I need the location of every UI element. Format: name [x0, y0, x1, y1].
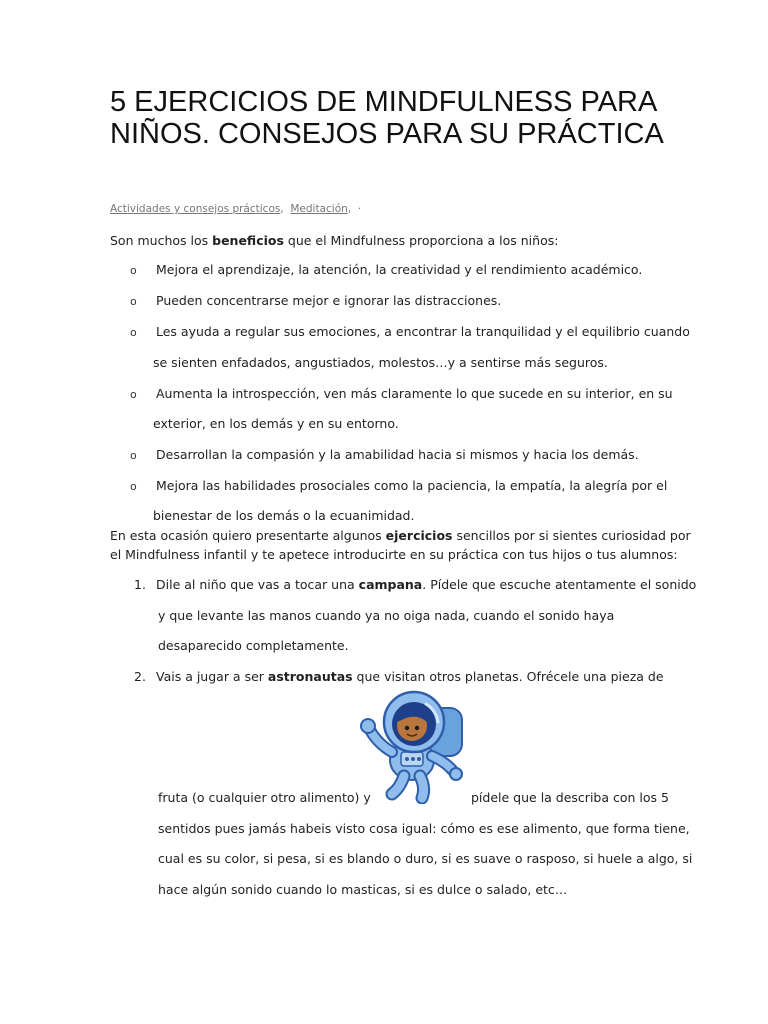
exercise-continuation: hace algún sonido cuando lo masticas, si es dulce o salado, etc…: [158, 882, 568, 897]
bullet-marker: o: [130, 388, 137, 401]
transition-paragraph-line2: el Mindfulness infantil y te apetece introducirte en su práctica con tus hijos o tus alumnos:: [110, 547, 678, 562]
exercise-text: . Pídele que escuche atentamente el sonido: [422, 577, 697, 592]
exercise-continuation: sentidos pues jamás habeis visto cosa igual: cómo es ese alimento, que forma tiene,: [158, 821, 690, 836]
list-item-continuation: se sienten enfadados, angustiados, molestos…y a sentirse más seguros.: [153, 355, 608, 370]
transition-text: sencillos por si sientes curiosidad por: [452, 528, 691, 543]
list-item: Desarrollan la compasión y la amabilidad hacia si mismos y hacia los demás.: [156, 447, 639, 462]
exercise-item: [156, 668, 664, 686]
exercise-continuation: fruta (o cualquier otro alimento) y: [158, 790, 371, 805]
bullet-marker: o: [130, 264, 137, 277]
category-separator: ,: [280, 203, 284, 215]
exercise-bold: campana: [358, 577, 423, 592]
exercise-continuation: cual es su color, si pesa, si es blando o duro, si es suave o rasposo, si huele a algo, si: [158, 851, 693, 866]
list-item: Mejora las habilidades prosociales como la paciencia, la empatía, la alegría por el: [156, 478, 668, 493]
category-link-actividades[interactable]: Actividades y consejos prácticos: [110, 203, 281, 215]
exercise-text: que visitan otros planetas. Ofrécele una pieza de: [352, 669, 664, 684]
intro-text: que el Mindfulness proporciona a los niños:: [283, 233, 559, 248]
list-item: Pueden concentrarse mejor e ignorar las distracciones.: [156, 293, 502, 308]
transition-bold: ejercicios: [385, 528, 453, 543]
bullet-marker: o: [130, 480, 137, 493]
list-item: Aumenta la introspección, ven más claramente lo que sucede en su interior, en su: [156, 386, 673, 401]
intro-text: Son muchos los: [110, 233, 213, 248]
list-item-continuation: bienestar de los demás o la ecuanimidad.: [153, 508, 415, 523]
exercise-text: Dile al niño que vas a tocar una: [156, 577, 359, 592]
category-trail: ·: [357, 203, 362, 215]
exercise-continuation: pídele que la describa con los 5: [471, 790, 669, 805]
exercise-text: Vais a jugar a ser: [156, 669, 268, 684]
exercise-bold: astronautas: [267, 669, 353, 684]
category-separator: ,: [347, 203, 352, 215]
astronaut-illustration: [356, 686, 474, 804]
category-links: [110, 203, 361, 215]
bullet-marker: o: [130, 326, 137, 339]
transition-text: En esta ocasión quiero presentarte algunos: [110, 528, 386, 543]
exercise-item: [156, 576, 696, 594]
list-item: Mejora el aprendizaje, la atención, la creatividad y el rendimiento académico.: [156, 262, 643, 277]
list-number: 1.: [134, 577, 146, 592]
intro-paragraph: [110, 232, 558, 250]
list-number: 2.: [134, 669, 146, 684]
intro-bold: beneficios: [212, 233, 284, 248]
bullet-marker: o: [130, 295, 137, 308]
transition-paragraph: [110, 527, 691, 545]
category-link-meditacion[interactable]: Meditación: [290, 203, 348, 215]
list-item-continuation: exterior, en los demás y en su entorno.: [153, 416, 399, 431]
exercise-continuation: desaparecido completamente.: [158, 638, 349, 653]
exercise-continuation: y que levante las manos cuando ya no oiga nada, cuando el sonido haya: [158, 608, 615, 623]
bullet-marker: o: [130, 449, 137, 462]
page-title: 5 EJERCICIOS DE MINDFULNESS PARA NIÑOS. CONSEJOS PARA SU PRÁCTICA: [110, 86, 664, 150]
list-item: Les ayuda a regular sus emociones, a encontrar la tranquilidad y el equilibrio cuando: [156, 324, 690, 339]
